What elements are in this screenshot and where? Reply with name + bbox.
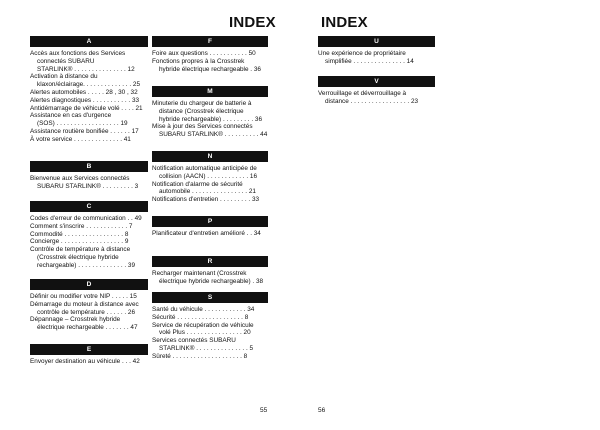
index-entry [30, 358, 148, 366]
section-letter-bar: S [152, 292, 268, 303]
index-entry-text: Envoyer destination au véhicule . . . 42 [30, 358, 140, 365]
index-entry [30, 128, 148, 136]
index-entry-text: Planificateur d'entretien amélioré . . 34 [152, 230, 261, 237]
section-letter-bar: U [318, 36, 435, 47]
index-entry-text: Notification d'alarme de sécurité [152, 180, 243, 188]
index-entry-continuation: SUBARU STARLINK® . . . . . . . . . 3 [37, 182, 139, 190]
index-entry-continuation: volé Plus . . . . . . . . . . . . . . . . 20 [159, 329, 251, 337]
section-letter-bar: E [30, 344, 148, 355]
index-entry-list [152, 227, 268, 238]
index-entry [30, 175, 148, 191]
index-entry [30, 97, 148, 105]
index-entry-text: Antidémarrage de véhicule volé . . . . 21 [30, 104, 143, 112]
index-entry-continuation: klaxon/éclairage. . . . . . . . . . . . . . 25 [37, 81, 141, 89]
index-entry-text: Santé du véhicule . . . . . . . . . . . . 34 [152, 306, 255, 313]
index-entry-text: À votre service . . . . . . . . . . . . . . 41 [30, 135, 131, 143]
index-entry-continuation: contrôle de température . . . . . . 26 [37, 308, 136, 316]
index-entry-text: Accès aux fonctions des Services [30, 50, 126, 57]
index-entry-text: Alertes diagnostiques . . . . . . . . . . . 33 [30, 96, 140, 104]
right-page-number: 56 [318, 407, 326, 414]
left-page-heading: INDEX [229, 14, 276, 31]
index-entry-list [30, 47, 148, 144]
index-section-d [30, 279, 148, 332]
section-letter-bar: F [152, 36, 268, 47]
section-letter-bar: M [152, 86, 268, 97]
index-entry [152, 353, 268, 361]
section-letter-bar: V [318, 76, 435, 87]
index-entry-list [30, 355, 148, 366]
index-entry-text: Définir ou modifier votre NIP . . . . . 15 [30, 293, 137, 300]
index-section-v [318, 76, 435, 106]
index-entry [318, 90, 435, 106]
section-letter-bar: P [152, 216, 268, 227]
index-section-c [30, 201, 148, 270]
index-entry [30, 301, 148, 317]
index-entry-text: Notifications d'entretien . . . . . . . . . 33 [152, 196, 260, 204]
index-entry-continuation: électrique hybride rechargeable) . 38 [159, 277, 264, 285]
index-entry-text: Sûreté . . . . . . . . . . . . . . . . . . . . 8 [152, 352, 248, 360]
index-entry [152, 50, 268, 58]
index-entry [152, 196, 268, 204]
section-letter-bar: N [152, 151, 268, 162]
index-entry-list [152, 162, 268, 204]
index-entry-list [30, 212, 148, 270]
index-entry-text: Codes d'erreur de communication . . 49 [30, 215, 142, 222]
index-entry-list [30, 290, 148, 332]
index-entry-list [318, 87, 435, 106]
index-entry [152, 322, 268, 338]
index-section-n [152, 151, 268, 204]
right-page-heading: INDEX [321, 14, 368, 31]
index-entry-text: Service de récupération de véhicule [152, 321, 254, 329]
index-section-f [152, 36, 268, 73]
index-section-e [30, 344, 148, 366]
index-entry-text: Contrôle de température à distance [30, 246, 131, 254]
index-entry-list [318, 47, 435, 66]
index-entry-list [152, 47, 268, 73]
index-entry-text: Notification automatique anticipée de [152, 165, 257, 172]
section-letter-bar: R [152, 256, 268, 267]
index-section-b [30, 161, 148, 191]
index-entry-text: Foire aux questions . . . . . . . . . . . 50 [152, 50, 256, 57]
index-entry [30, 231, 148, 239]
index-entry [30, 136, 148, 144]
index-entry [30, 89, 148, 97]
index-entry-text: Sécurité . . . . . . . . . . . . . . . . . . . 8 [152, 313, 249, 321]
left-page-number: 55 [260, 407, 268, 414]
index-entry-text: Commodité . . . . . . . . . . . . . . . . . 8 [30, 230, 129, 238]
index-entry-continuation: STARLINK® . . . . . . . . . . . . . . . 5 [159, 344, 254, 352]
index-entry-text: Activation à distance du [30, 73, 98, 81]
section-letter-bar: B [30, 161, 148, 172]
index-entry [30, 293, 148, 301]
index-entry-text: Mise à jour des Services connectés [152, 123, 253, 131]
index-section-p [152, 216, 268, 238]
index-entry-continuation: électrique rechargeable . . . . . . . 47 [37, 324, 138, 332]
index-entry-text: Assistance routière bonifiée . . . . . . 17 [30, 127, 139, 135]
index-entry-continuation: hybride rechargeable) . . . . . . . . . 36 [159, 115, 263, 123]
index-entry [152, 270, 268, 286]
index-entry-text: Verrouillage et déverrouillage à [318, 90, 407, 97]
index-entry [152, 306, 268, 314]
index-entry-continuation: SUBARU STARLINK® . . . . . . . . . . 44 [159, 131, 268, 139]
index-entry-continuation: (Crosstrek électrique hybride [37, 253, 119, 261]
index-entry-list [152, 303, 268, 361]
index-entry-text: Bienvenue aux Services connectés [30, 175, 130, 182]
index-entry [152, 100, 268, 123]
index-entry-text: Services connectés SUBARU [152, 337, 236, 345]
section-letter-bar: D [30, 279, 148, 290]
index-entry-continuation: collision (AACN) . . . . . . . . . . . . 16 [159, 172, 258, 180]
index-entry [152, 181, 268, 197]
index-entry [30, 50, 148, 73]
index-entry-text: Comment s'inscrire . . . . . . . . . . . . 7 [30, 222, 133, 230]
index-entry-continuation: rechargeable) . . . . . . . . . . . . . . 39 [37, 261, 136, 269]
index-entry-text: Démarrage du moteur à distance avec [30, 300, 139, 308]
index-entry-text: Fonctions propres à la Crosstrek [152, 57, 245, 65]
index-entry [30, 215, 148, 223]
index-entry-continuation: hybride électrique rechargeable . 36 [159, 65, 261, 73]
index-entry [30, 223, 148, 231]
index-entry [30, 112, 148, 128]
index-entry [30, 246, 148, 269]
index-entry-text: Concierge . . . . . . . . . . . . . . . . . . 9 [30, 238, 129, 246]
index-entry [152, 337, 268, 353]
index-entry-list [152, 97, 268, 139]
index-entry [30, 238, 148, 246]
index-section-s [152, 292, 268, 361]
index-entry-text: Recharger maintenant (Crosstrek [152, 270, 247, 277]
index-entry-continuation: automobile . . . . . . . . . . . . . . . . 21 [159, 188, 256, 196]
index-section-a [30, 36, 148, 144]
index-entry-text: Une expérience de propriétaire [318, 50, 406, 57]
section-letter-bar: A [30, 36, 148, 47]
index-entry [152, 58, 268, 74]
index-entry-text: Dépannage – Crosstrek hybride [30, 316, 121, 324]
index-entry-continuation: STARLINK® . . . . . . . . . . . . . . . 12 [37, 65, 135, 73]
index-entry-text: Alertes automobiles . . . . . 28 , 30 , 32 [30, 88, 138, 96]
index-entry-list [30, 172, 148, 191]
index-entry-continuation: connectés SUBARU [37, 57, 95, 65]
index-entry [152, 230, 268, 238]
index-entry-text: Assistance en cas d'urgence [30, 112, 112, 120]
index-entry [152, 165, 268, 181]
index-section-r [152, 256, 268, 286]
index-entry-continuation: distance (Crosstrek électrique [159, 107, 244, 115]
index-entry [30, 73, 148, 89]
index-entry-list [152, 267, 268, 286]
index-section-m [152, 86, 268, 139]
index-entry [318, 50, 435, 66]
section-letter-bar: C [30, 201, 148, 212]
index-section-u [318, 36, 435, 66]
index-entry [30, 105, 148, 113]
index-entry [152, 123, 268, 139]
index-entry-continuation: (SOS) . . . . . . . . . . . . . . . . . . 19 [37, 120, 128, 128]
index-entry [30, 316, 148, 332]
index-entry [152, 314, 268, 322]
index-entry-continuation: simplifiée . . . . . . . . . . . . . . . 14 [325, 57, 414, 65]
index-entry-text: Minuterie du chargeur de batterie à [152, 100, 252, 107]
index-entry-continuation: distance . . . . . . . . . . . . . . . . . 23 [325, 97, 419, 105]
